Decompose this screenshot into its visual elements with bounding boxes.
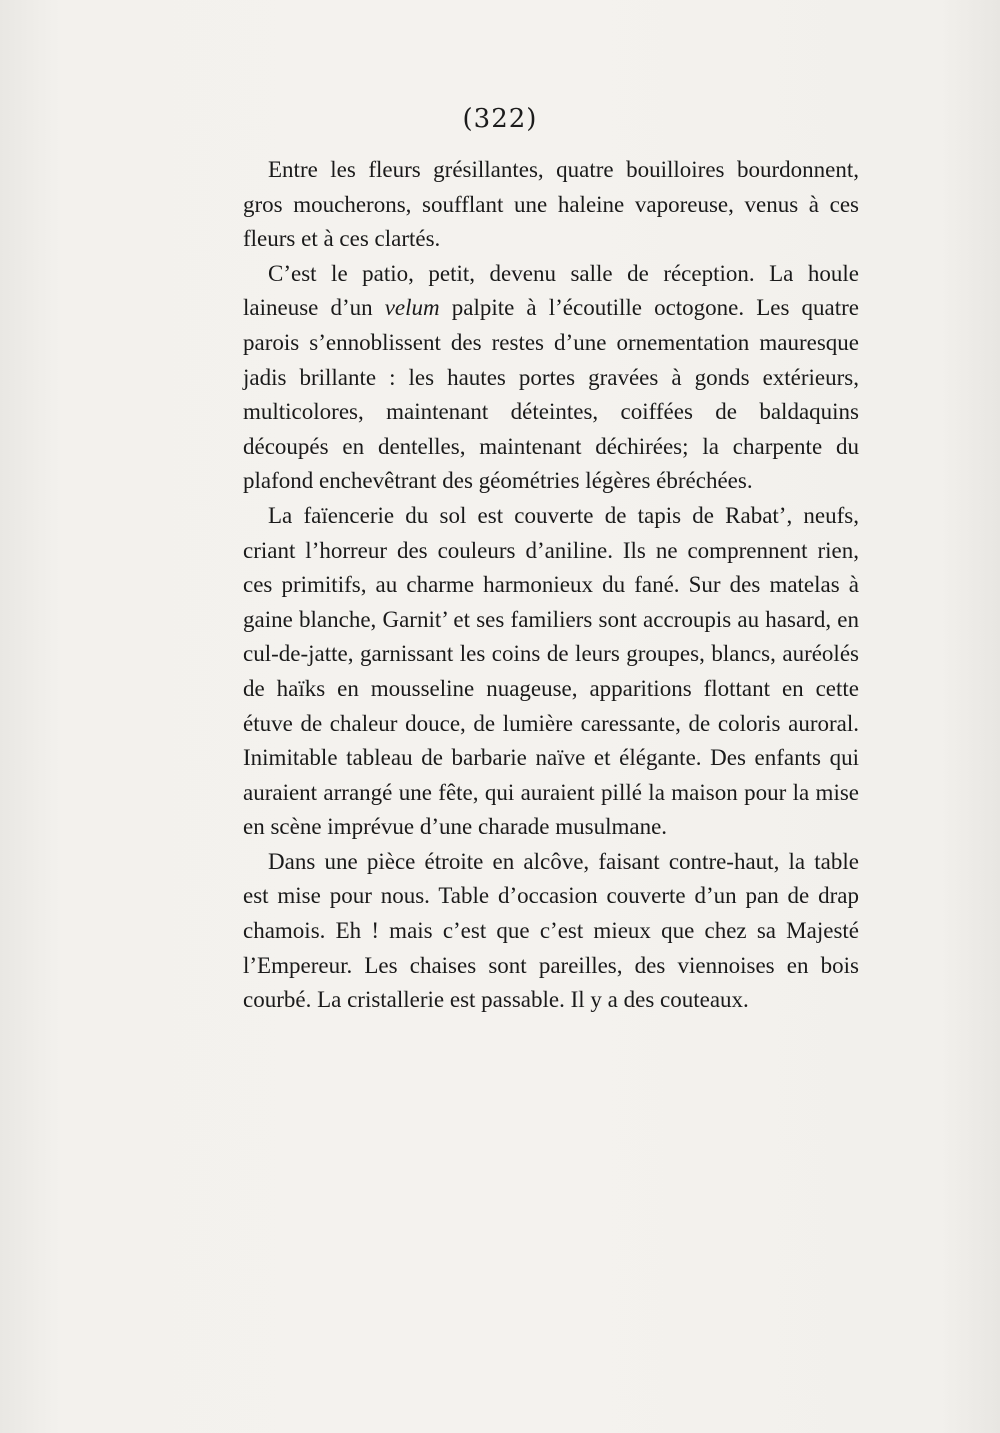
- paragraph-1: Entre les fleurs grésillantes, quatre bouilloires bourdonnent, gros moucherons, soufflant une haleine vaporeuse, venus à ces fleurs et à ces clartés.: [243, 157, 859, 252]
- body-text: [243, 153, 859, 1018]
- paragraph-4: Dans une pièce étroite en alcôve, faisant contre-haut, la table est mise pour nous. Table d’occasion couverte d’un pan de drap chamois. Eh ! mais c’est que c’est mieux que chez sa Majesté l’Empereur. Les chaises sont pareilles, des viennoises en bois courbé. La cristallerie est passable. Il y a des couteaux.: [243, 848, 859, 1013]
- paragraph-3: La faïencerie du sol est couverte de tapis de Rabat’, neufs, criant l’horreur des couleurs d’aniline. Ils ne comprennent rien, ces primitifs, au charme harmonieux du fané. Sur des matelas à gaine blanche, Garnit’ et ses familiers sont accroupis au hasard, en cul-de-jatte, garnissant les coins de leurs groupes, blancs, auréolés de haïks en mousseline nuageuse, apparitions flottant en cette étuve de chaleur douce, de lumière caressante, de coloris auroral. Inimitable tableau de barbarie naïve et élégante. Des enfants qui auraient arrangé une fête, qui auraient pillé la maison pour la mise en scène imprévue d’une charade musulmane.: [243, 502, 859, 840]
- paragraph-2-text-before: C’est le patio, petit, devenu salle de réception. La houle laineuse d’un: [243, 260, 859, 321]
- paragraph-2: [243, 257, 859, 499]
- paragraph-2-text-after: palpite à l’écoutille octogone. Les quatre parois s’ennoblissent des restes d’une ornementation mauresque jadis brillante : les hautes portes gravées à gonds extérieurs, multicolores, maintenant déteintes, coiffées de baldaquins découpés en dentelles, maintenant déchirées; la charpente du plafond enchevêtrant des géométries légères ébréchées.: [243, 295, 860, 494]
- paragraph-2-italic-word: velum: [384, 295, 440, 321]
- page-number: (322): [462, 104, 538, 134]
